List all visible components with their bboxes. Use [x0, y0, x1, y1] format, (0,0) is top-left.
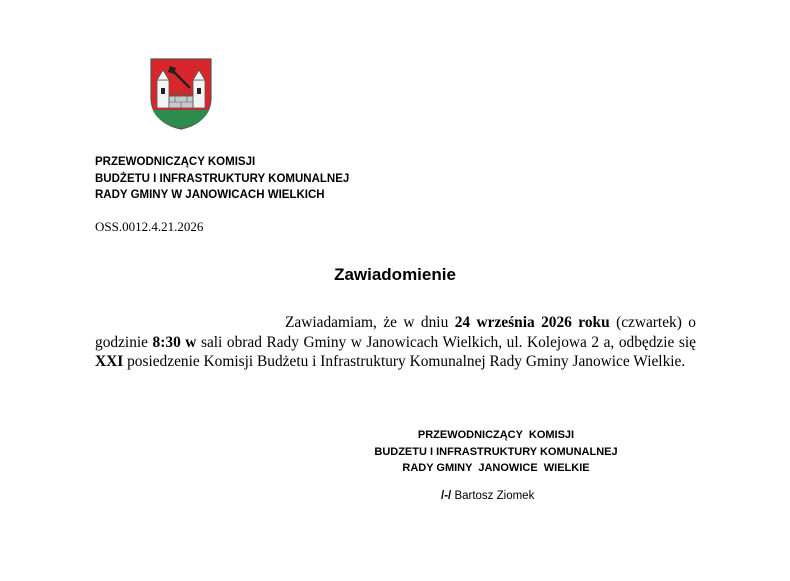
issuer-line-3: RADY GMINY W JANOWICACH WIELKICH: [95, 189, 325, 201]
body-text-4: posiedzenie Komisji Budżetu i Infrastruktury Komunalnej Rady Gminy Janowice Wielkie.: [123, 353, 686, 370]
body-text-1: Zawiadamiam, że w dniu: [285, 314, 455, 331]
meeting-date: 24 września 2026 roku: [454, 314, 610, 331]
signatory: [441, 490, 534, 502]
signature-mark: /-/: [441, 490, 452, 502]
session-number: XXI: [95, 353, 124, 370]
coat-of-arms-icon: [150, 58, 212, 130]
case-number: OSS.0012.4.21.2026: [95, 219, 204, 234]
signatory-name: Bartosz Ziomek: [454, 490, 535, 502]
notice-body: [95, 313, 696, 372]
issuer-line-2: BUDŻETU I INFRASTRUKTURY KOMUNALNEJ: [95, 172, 350, 185]
body-text-3: sali obrad Rady Gminy w Janowicach Wielkich, ul. Kolejowa 2 a, odbędzie się: [196, 333, 696, 351]
signature-line-1: PRZEWODNICZĄCY KOMISJI: [417, 429, 575, 441]
issuer-line-1: PRZEWODNICZĄCY KOMISJI: [95, 156, 256, 168]
meeting-time: 8:30 w: [152, 333, 197, 351]
document-title: Zawiadomienie: [334, 265, 456, 284]
signature-block: [360, 427, 632, 477]
issuer-header: [95, 154, 349, 204]
body-text-2: (czwartek) o godzinie: [95, 314, 696, 351]
signature-line-3: RADY GMINY JANOWICE WIELKIE: [402, 462, 590, 474]
signature-line-2: BUDZETU I INFRASTRUKTURY KOMUNALNEJ: [374, 445, 618, 458]
